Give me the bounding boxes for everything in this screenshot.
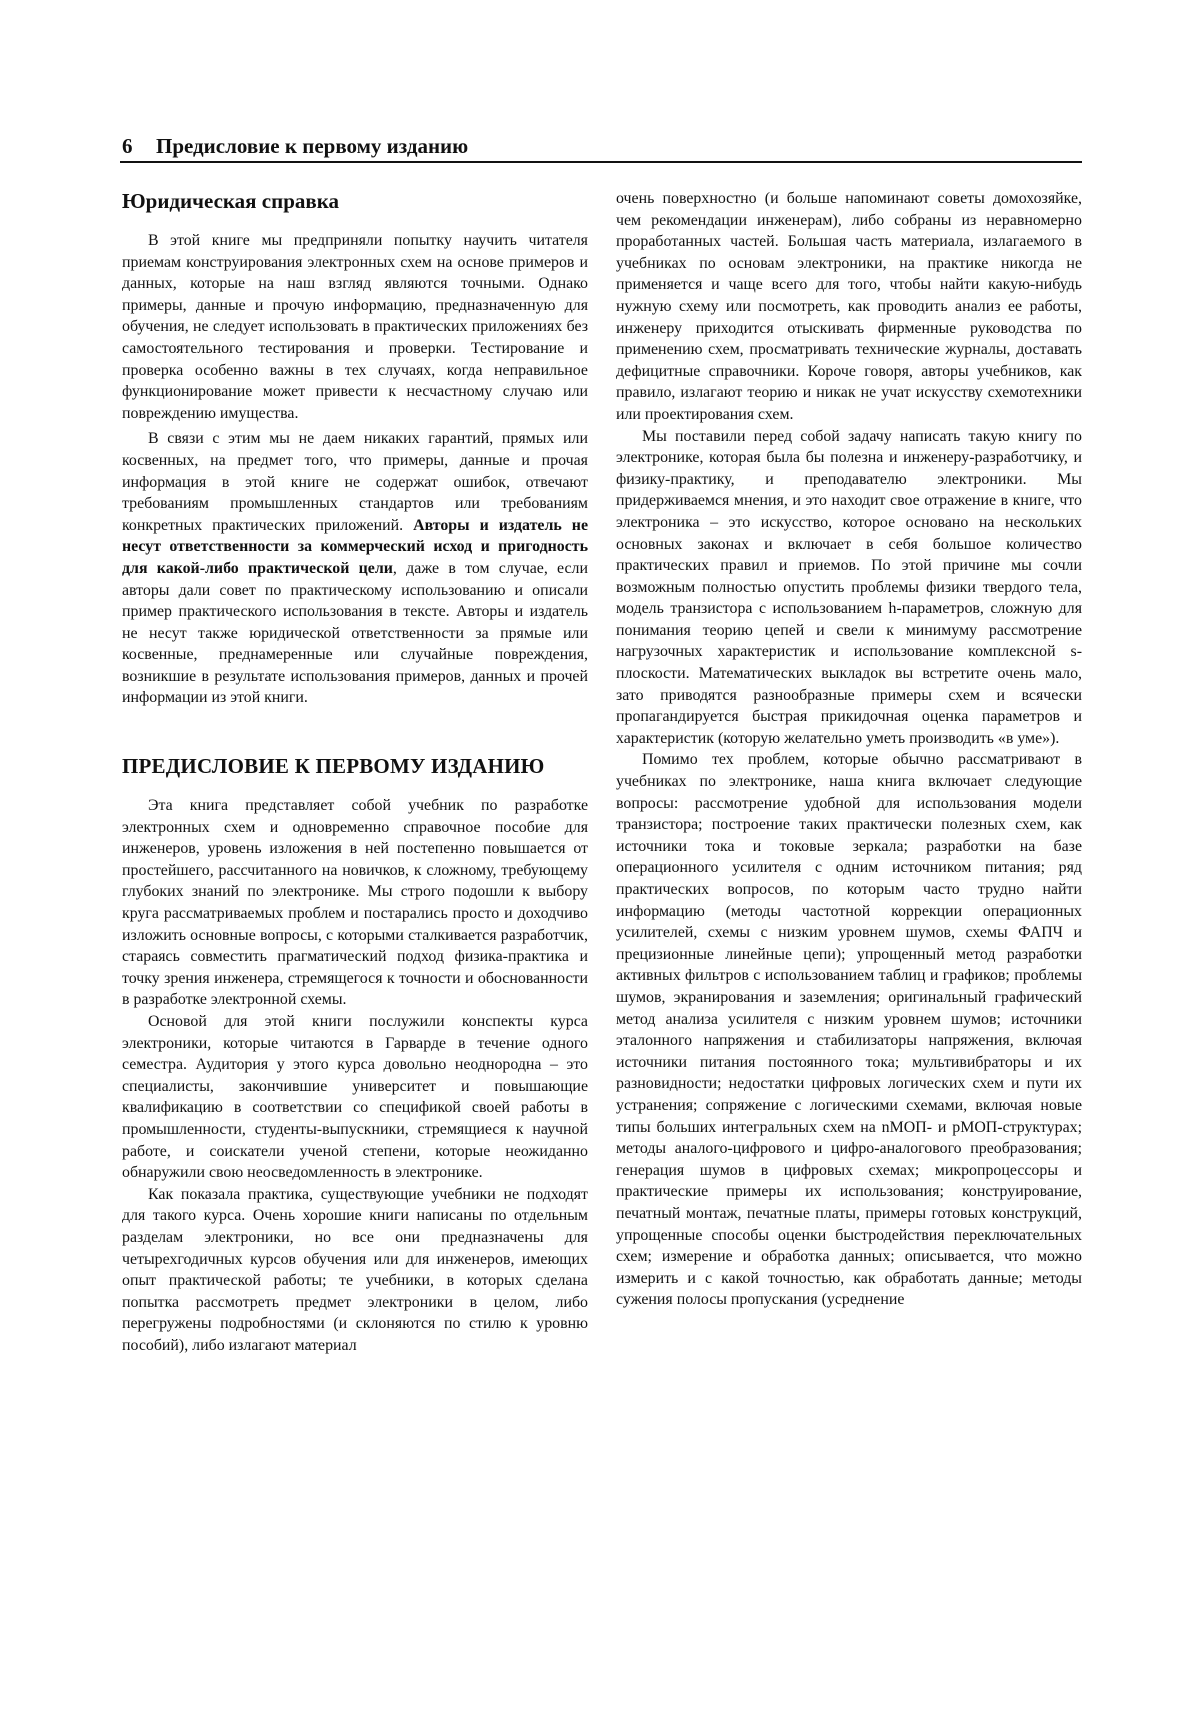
legal-paragraph-2-start: В связи с этим мы не даем никаких гарантий, прямых или косвенных, на предмет того, что примеры, данные и прочая информация в этой книге не содержат ошибок, отвечают требованиям промышленных стандартов или требованиям конкретных практических приложений. bbox=[122, 430, 588, 533]
left-column bbox=[122, 188, 588, 1357]
preface-paragraph-3: Как показала практика, существующие учебники не подходят для такого курса. Очень хорошие книги написаны по отдельным разделам электроники, но все они предназначены для четырехгодичных курсов обучения или для инженеров, имеющих опыт практической работы; те учебники, в которых сделана попытка рассмотреть предмет электроники в целом, либо перегружены подробностями (и склоняются по стилю к уровню пособий), либо излагают материал bbox=[122, 1184, 588, 1357]
preface-paragraph-3-continued: очень поверхностно (и больше напоминают советы домохозяйке, чем рекомендации инженерам), либо собраны из неравномерно проработанных частей. Большая часть материала, излагаемого в учебниках по основам электроники, на практике никогда не применяется и чаще всего для того, чтобы найти какую-нибудь нужную схему или посмотреть, как проводить анализ ее работы, инженеру приходится отыскивать фирменные руководства по применению схем, просматривать технические журналы, доставать дефицитные справочники. Короче говоря, авторы учебников, как правило, излагают теорию и никак не учат искусству схемотехники или проектирования схем. bbox=[616, 188, 1082, 426]
running-title: Предисловие к первому изданию bbox=[156, 134, 468, 158]
document-page bbox=[0, 0, 1200, 1710]
legal-paragraph-2-end: , даже в том случае, если авторы дали совет по практическому использованию и описали пример практического использования в тексте. Авторы и издатель не несут также юридической ответственности за прямые или косвенные, преднамеренные или случайные повреждения, возникшие в результате использования примеров, данных и прочей информации из этой книги. bbox=[122, 560, 588, 707]
right-column bbox=[616, 188, 1082, 1311]
running-header bbox=[122, 134, 1082, 159]
preface-paragraph-4: Мы поставили перед собой задачу написать такую книгу по электронике, которая была бы полезна и инженеру-разработчику, и физику-практику, и преподавателю электроники. Мы придерживаемся мнения, и это находит свое отражение в книге, что электроника – это искусство, которое основано на нескольких основных законах и включает в себя большое количество практических правил и приемов. По этой причине мы сочли возможным полностью опустить проблемы физики твердого тела, модель транзистора с использованием h-параметров, сложную для понимания теорию цепей и свели к минимуму рассмотрение нагрузочных характеристик и использование комплексной s-плоскости. Математических выкладок вы встретите очень мало, зато приводятся разнообразные примеры схем и всячески пропагандируется быстрая прикидочная оценка параметров и характеристик (которую желательно уметь производить «в уме»). bbox=[616, 426, 1082, 750]
preface-paragraph-5: Помимо тех проблем, которые обычно рассматривают в учебниках по электронике, наша книга включает следующие вопросы: рассмотрение удобной для использования модели транзистора; построение таких практически полезных схем, как источники тока и токовые зеркала; разработки на базе операционного усилителя с одним источником питания; ряд практических вопросов, по которым часто трудно найти информацию (методы частотной коррекции операционных усилителей, схемы с низким уровнем шумов, схемы ФАПЧ и прецизионные линейные цепи); упрощенный метод разработки активных фильтров с использованием таблиц и графиков; проблемы шумов, экранирования и заземления; оригинальный графический метод анализа усилителя с низким уровнем шумов; источники эталонного напряжения и стабилизаторы напряжения, включая источники питания постоянного тока; мультивибраторы и их разновидности; недостатки цифровых логических схем и пути их устранения; сопряжение с логическими схемами, включая новые типы больших интегральных схем на nМОП- и pМОП-структурах; методы аналого-цифрового и цифро-аналогового преобразования; генерация шумов в цифровых схемах; микропроцессоры и практические примеры их использования; конструирование, печатный монтаж, печатные платы, примеры готовых конструкций, упрощенные способы оценки быстродействия переключательных схем; измерение и обработка данных; описывается, что можно измерить и с какой точностью, как обработать данные; методы сужения полосы пропускания (усреднение bbox=[616, 749, 1082, 1310]
preface-heading: ПРЕДИСЛОВИЕ К ПЕРВОМУ ИЗДАНИЮ bbox=[122, 753, 588, 779]
legal-notice-section bbox=[122, 188, 588, 709]
legal-disclaimer-bold: Авторы и издатель не несут ответственности за коммерческий исход и пригодность для какой-либо практической цели bbox=[122, 517, 588, 577]
header-rule bbox=[120, 161, 1082, 163]
preface-paragraph-2: Основой для этой книги послужили конспекты курса электроники, которые читаются в Гарварде в течение одного семестра. Аудитория у этого курса довольно неоднородна – это специалисты, закончившие университет и повышающие квалификацию в соответствии со спецификой своей работы в промышленности, студенты-выпускники, стремящиеся к научной работе, и соискатели ученой степени, которые неожиданно обнаружили свою неосведомленность в электронике. bbox=[122, 1011, 588, 1184]
page-number: 6 bbox=[122, 134, 156, 159]
preface-paragraph-1: Эта книга представляет собой учебник по разработке электронных схем и одновременно справочное пособие для инженеров, уровень изложения в ней постепенно повышается от простейшего, рассчитанного на новичков, к сложному, требующему глубоких знаний по электронике. Мы строго подошли к выбору круга рассматриваемых проблем и постарались просто и доходчиво изложить основные вопросы, с которыми сталкивается разработчик, стараясь совместить прагматический подход физика-практика и точку зрения инженера, стремящегося к точности и обоснованности в разработке электронной схемы. bbox=[122, 795, 588, 1011]
legal-paragraph-2 bbox=[122, 428, 588, 709]
legal-paragraph-1: В этой книге мы предприняли попытку научить читателя приемам конструирования электронных схем на основе примеров и данных, которые на наш взгляд являются точными. Однако примеры, данные и прочую информацию, предназначенную для обучения, не следует использовать в практических приложениях без самостоятельного тестирования и проверки. Тестирование и проверка особенно важны в тех случаях, когда неправильное функционирование может привести к несчастному случаю или повреждению имущества. bbox=[122, 230, 588, 424]
legal-notice-heading: Юридическая справка bbox=[122, 188, 588, 214]
